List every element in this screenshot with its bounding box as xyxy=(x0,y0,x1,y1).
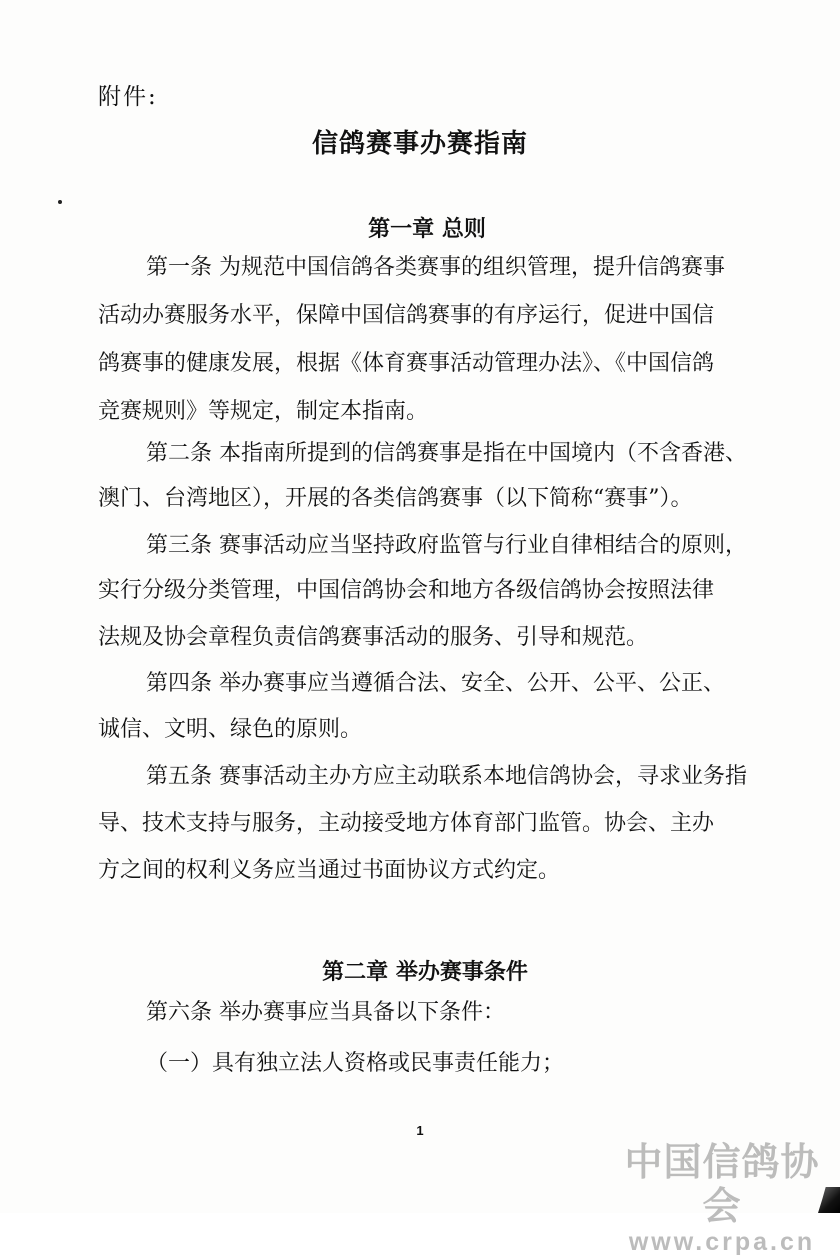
article-3-line-1: 第三条 赛事活动应当坚持政府监管与行业自律相结合的原则， xyxy=(146,533,747,558)
article-4-line-1: 第四条 举办赛事应当遵循合法、安全、公开、公平、公正、 xyxy=(146,671,725,696)
document-title: 信鸽赛事办赛指南 xyxy=(311,129,528,159)
article-4-line-2: 诚信、文明、绿色的原则。 xyxy=(98,717,363,742)
article-1-line-2: 活动办赛服务水平，保障中国信鸽赛事的有序运行，促进中国信 xyxy=(98,303,715,328)
article-3-line-2: 实行分级分类管理，中国信鸽协会和地方各级信鸽协会按照法律 xyxy=(98,578,715,603)
chapter-2-heading: 第二章 举办赛事条件 xyxy=(322,960,528,985)
article-5-line-1: 第五条 赛事活动主办方应主动联系本地信鸽协会，寻求业务指 xyxy=(146,764,747,789)
chapter-1-heading: 第一章 总则 xyxy=(368,217,486,242)
site-watermark xyxy=(612,1140,832,1256)
article-6-item-1: （一）具有独立法人资格或民事责任能力； xyxy=(146,1051,565,1076)
article-1-line-3: 鸽赛事的健康发展，根据《体育赛事活动管理办法》、《中国信鸽 xyxy=(98,351,715,376)
watermark-url: www.crpa.cn xyxy=(628,1228,816,1256)
article-1-line-4: 竞赛规则》等规定，制定本指南。 xyxy=(98,399,429,424)
attachment-label: 附件: xyxy=(98,84,158,110)
article-5-line-2: 导、技术支持与服务，主动接受地方体育部门监管。协会、主办 xyxy=(98,811,715,836)
article-6-line-1: 第六条 举办赛事应当具备以下条件： xyxy=(146,1000,505,1025)
scan-dot xyxy=(58,200,62,204)
article-2-line-2: 澳门、台湾地区），开展的各类信鸽赛事（以下简称“赛事”）。 xyxy=(98,486,693,511)
article-1-line-1: 第一条 为规范中国信鸽各类赛事的组织管理，提升信鸽赛事 xyxy=(146,255,725,280)
article-3-line-3: 法规及协会章程负责信鸽赛事活动的服务、引导和规范。 xyxy=(98,625,649,650)
article-2-line-1: 第二条 本指南所提到的信鸽赛事是指在中国境内（不含香港、 xyxy=(146,441,747,466)
article-5-line-3: 方之间的权利义务应当通过书面协议方式约定。 xyxy=(98,858,561,883)
page-number: 1 xyxy=(416,1123,424,1138)
watermark-brand: 中国信鸽协会 xyxy=(624,1140,820,1228)
